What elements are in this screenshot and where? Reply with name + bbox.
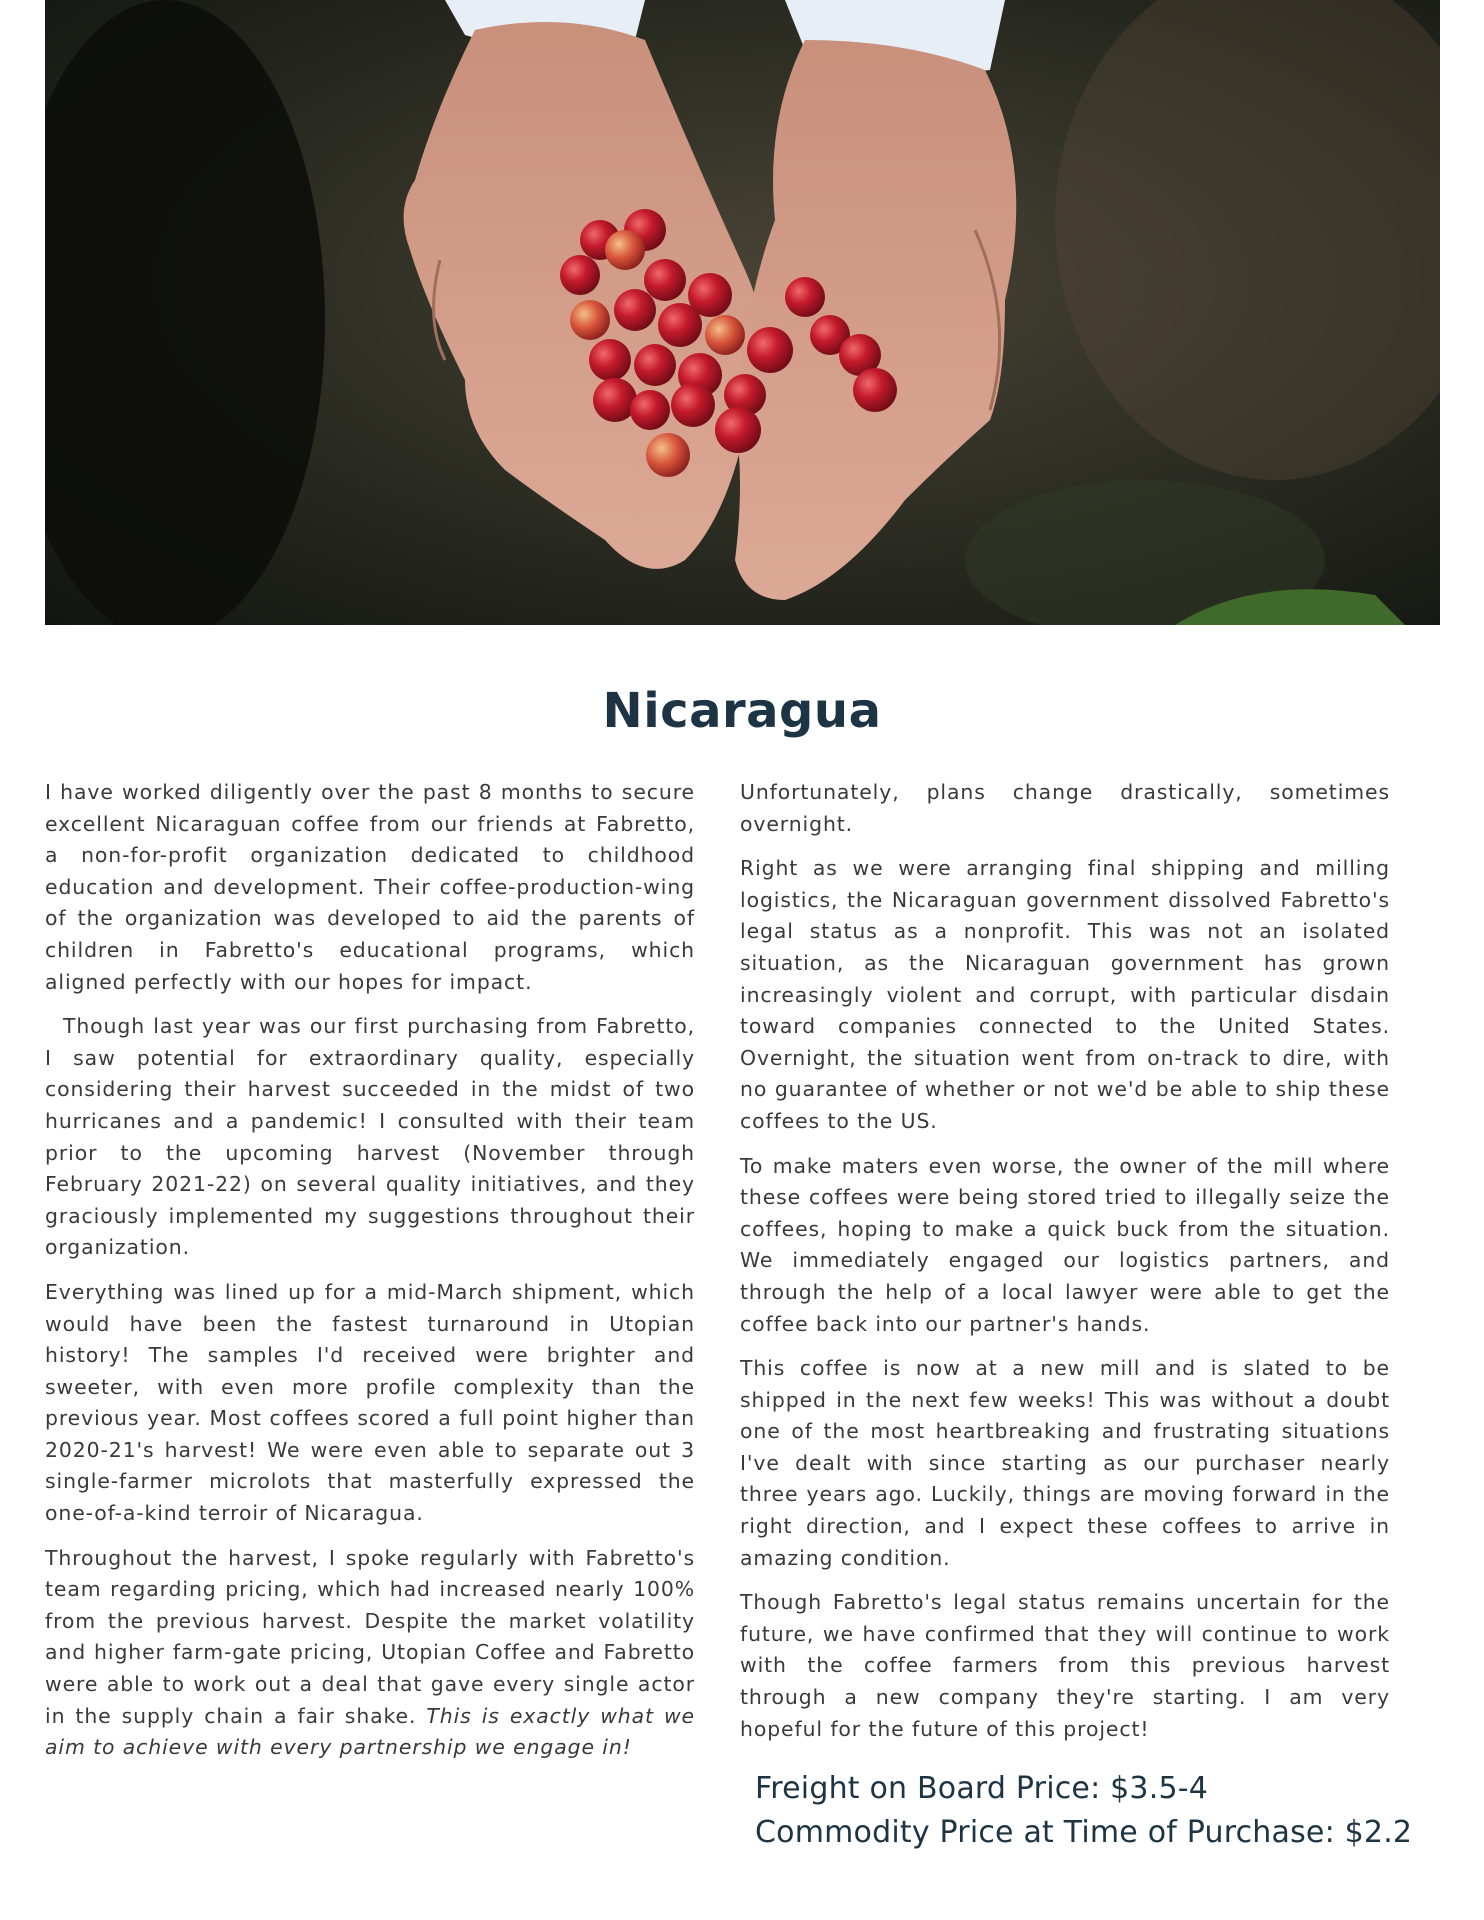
commodity-price: Commodity Price at Time of Purchase: $2.2: [755, 1815, 1413, 1850]
coffee-cherries-photo-icon: [45, 0, 1440, 625]
left-paragraph-4: [45, 1543, 695, 1764]
right-paragraph-2: Right as we were arranging final shipping and milling logistics, the Nicaraguan government dissolved Fabretto's legal status as a nonprofit. This was not an isolated situation, as the Nicaraguan government has grown increasingly violent and corrupt, with particular disdain toward companies connected to the United States. Overnight, the situation went from on-track to dire, with no guarantee of whether or not we'd be able to ship these coffees to the US.: [740, 856, 1390, 1133]
fob-price: Freight on Board Price: $3.5-4: [755, 1771, 1209, 1806]
page-title: Nicaragua: [602, 683, 882, 739]
right-column: [740, 777, 1390, 1758]
right-paragraph-1: Unfortunately, plans change drastically, sometimes overnight.: [740, 780, 1390, 836]
left-paragraph-1: I have worked diligently over the past 8 months to secure excellent Nicaraguan coffee from our friends at Fabretto, a non-for-profit organization dedicated to childhood education and development. Their coffee-production-wing of the organization was developed to aid the parents of children in Fabretto's educational programs, which aligned perfectly with our hopes for impact.: [45, 780, 695, 994]
left-paragraph-4-text: Throughout the harvest, I spoke regularly with Fabretto's team regarding pricing, which had increased nearly 100% from the previous harvest. Despite the market volatility and higher farm-gate pricing, Utopian Coffee and Fabretto were able to work out a deal that gave every single actor in the supply chain a fair shake.: [45, 1545, 695, 1728]
left-paragraph-2: Though last year was our first purchasing from Fabretto, I saw potential for extraordinary quality, especially considering their harvest succeeded in the midst of two hurricanes and a pandemic! I consulted with their team prior to the upcoming harvest (November through February 2021-22) on several quality initiatives, and they graciously implemented my suggestions throughout their organization.: [45, 1014, 695, 1260]
hero-photo: [45, 0, 1440, 625]
right-paragraph-4: This coffee is now at a new mill and is slated to be shipped in the next few weeks! This was without a doubt one of the most heartbreaking and frustrating situations I've dealt with since starting as our purchaser nearly three years ago. Luckily, things are moving forward in the right direction, and I expect these coffees to arrive in amazing condition.: [740, 1356, 1390, 1570]
price-block: [755, 1767, 1455, 1855]
right-paragraph-3: To make maters even worse, the owner of the mill where these coffees were being stored tried to illegally seize the coffees, hoping to make a quick buck from the situation. We immediately engaged our logistics partners, and through the help of a local lawyer were able to get the coffee back into our partner's hands.: [740, 1153, 1390, 1336]
left-paragraph-4-italic: This is exactly what we aim to achieve with every partnership we engage in!: [45, 1703, 695, 1760]
right-paragraph-5: Though Fabretto's legal status remains uncertain for the future, we have confirmed that they will continue to work with the coffee farmers from this previous harvest through a new company they're starting. I am very hopeful for the future of this project!: [740, 1590, 1390, 1741]
left-column: [45, 777, 695, 1777]
left-paragraph-3: Everything was lined up for a mid-March shipment, which would have been the fastest turnaround in Utopian history! The samples I'd received were brighter and sweeter, with even more profile complexity than the previous year. Most coffees scored a full point higher than 2020-21's harvest! We were even able to separate out 3 single-farmer microlots that masterfully expressed the one-of-a-kind terroir of Nicaragua.: [45, 1279, 695, 1526]
